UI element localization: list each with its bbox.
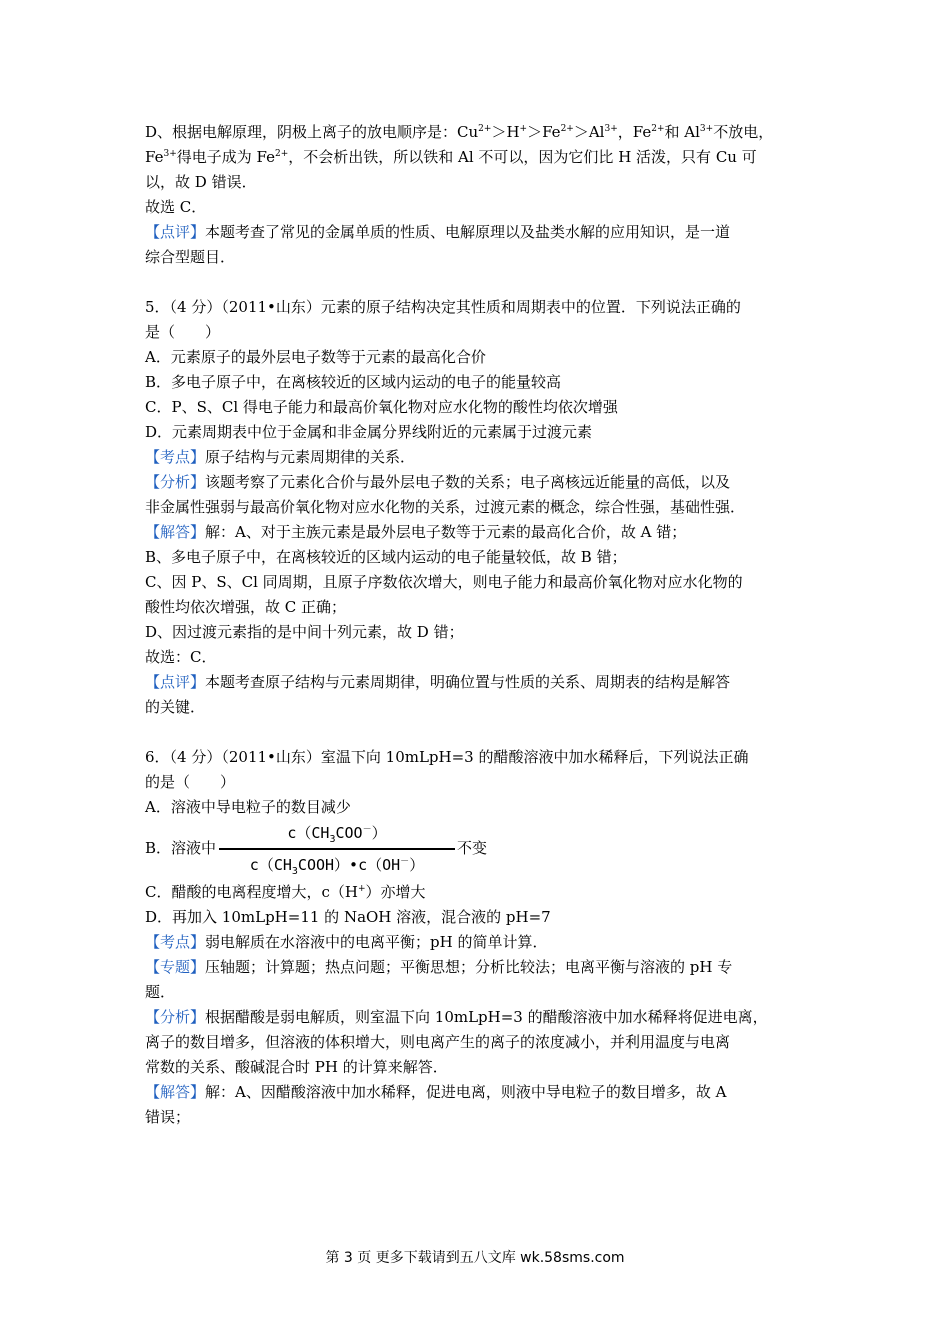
- text-line: [145, 880, 810, 905]
- text-line: [145, 1030, 810, 1055]
- section-tag: 【分析】: [145, 1008, 206, 1026]
- text-line: [145, 745, 810, 770]
- fraction-numerator: $c(CH_3COO^-)$: [287, 824, 387, 845]
- text-line: [145, 470, 810, 495]
- text-line: [145, 520, 810, 545]
- text-line: [145, 955, 810, 980]
- line-text: 综合型题目．: [145, 248, 236, 266]
- line-text: 根据醋酸是弱电解质，则室温下向 10mLpH=3 的醋酸溶液中加水稀释将促进电离，: [205, 1008, 768, 1026]
- text-line: [145, 1105, 810, 1130]
- line-text: 题．: [145, 983, 176, 1001]
- line-text: C．P、S、Cl 得电子能力和最高价氧化物对应水化物的酸性均依次增强: [145, 398, 618, 416]
- question-5: [145, 295, 810, 720]
- text-line: [145, 395, 810, 420]
- text-line: [145, 195, 810, 220]
- answer-block-q4: [145, 120, 810, 270]
- section-tag: 【点评】: [145, 223, 206, 241]
- line-text: A．溶液中导电粒子的数目减少: [145, 798, 351, 816]
- line-text: 压轴题；计算题；热点问题；平衡思想；分析比较法；电离平衡与溶液的 pH 专: [205, 958, 733, 976]
- text-line: [145, 370, 810, 395]
- text-line: [145, 1055, 810, 1080]
- line-text: 以，故 D 错误．: [145, 173, 257, 191]
- text-line: [145, 120, 810, 145]
- text-line: [145, 220, 810, 245]
- line-text: B、多电子原子中，在离核较近的区域内运动的电子能量较低，故 B 错；: [145, 548, 627, 566]
- line-text: 是（ ）: [145, 323, 221, 341]
- section-tag: 【考点】: [145, 933, 206, 951]
- text-line: [145, 320, 810, 345]
- line-text: 的关键．: [145, 698, 206, 716]
- text-line: [145, 795, 810, 820]
- text-line: [145, 670, 810, 695]
- line-text: 解：A、因醋酸溶液中加水稀释，促进电离，则液中导电粒子的数目增多，故 A: [205, 1083, 727, 1101]
- text-line: [145, 905, 810, 930]
- text-line: [145, 930, 810, 955]
- section-tag: 【解答】: [145, 523, 206, 541]
- text-line: [145, 645, 810, 670]
- text-line: [145, 620, 810, 645]
- text-line: [145, 495, 810, 520]
- line-text: C．醋酸的电离程度增大，c（H+）亦增大: [145, 883, 426, 901]
- line-text: 原子结构与元素周期律的关系．: [205, 448, 416, 466]
- option-b-tail: 不变: [457, 839, 488, 857]
- option-b-lead: B．溶液中: [145, 839, 217, 857]
- line-text: D．元素周期表中位于金属和非金属分界线附近的元素属于过渡元素: [145, 423, 593, 441]
- text-line: [145, 1005, 810, 1030]
- text-line: [145, 980, 810, 1005]
- text-line: [145, 445, 810, 470]
- line-text: 本题考查了常见的金属单质的性质、电解原理以及盐类水解的应用知识，是一道: [205, 223, 731, 241]
- text-line: [145, 545, 810, 570]
- line-text: 故选：C．: [145, 648, 217, 666]
- fraction: [219, 820, 455, 880]
- line-text: 离子的数目增多，但溶液的体积增大，则电离产生的离子的浓度减小，并利用温度与电离: [145, 1033, 731, 1051]
- line-text: 本题考查原子结构与元素周期律，明确位置与性质的关系、周期表的结构是解答: [205, 673, 731, 691]
- text-line: [145, 695, 810, 720]
- line-text: A．元素原子的最外层电子数等于元素的最高化合价: [145, 348, 486, 366]
- section-tag: 【考点】: [145, 448, 206, 466]
- option-b-fraction: [145, 820, 810, 880]
- text-line: [145, 420, 810, 445]
- question-6-stem: [145, 745, 810, 820]
- section-tag: 【专题】: [145, 958, 206, 976]
- line-text: 常数的关系、酸碱混合时 PH 的计算来解答．: [145, 1058, 448, 1076]
- spacer: [145, 270, 810, 295]
- text-line: [145, 295, 810, 320]
- line-text: D、因过渡元素指的是中间十列元素，故 D 错；: [145, 623, 464, 641]
- line-text: 5．（4 分）（2011•山东）元素的原子结构决定其性质和周期表中的位置．下列说法正确的: [145, 298, 741, 316]
- section-tag: 【点评】: [145, 673, 206, 691]
- text-line: [145, 145, 810, 170]
- line-text: 6．（4 分）（2011•山东）室温下向 10mLpH=3 的醋酸溶液中加水稀释后，下列说法正确: [145, 748, 749, 766]
- line-text: C、因 P、S、Cl 同周期，且原子序数依次增大，则电子能力和最高价氧化物对应水化物的: [145, 573, 743, 591]
- line-text: 的是（ ）: [145, 773, 236, 791]
- text-line: [145, 245, 810, 270]
- text-line: [145, 770, 810, 795]
- line-text: 非金属性强弱与最高价氧化物对应水化物的关系，过渡元素的概念，综合性强，基础性强．: [145, 498, 746, 516]
- line-text: $Fe^{3+}$得电子成为 $Fe^{2+}$，不会析出铁，所以铁和 Al 不可以，因为它们比 H 活泼，只有 Cu 可: [145, 148, 757, 166]
- line-text: 解：A、对于主族元素是最外层电子数等于元素的最高化合价，故 A 错；: [205, 523, 687, 541]
- line-text: D、根据电解原理，阴极上离子的放电顺序是：$Cu^{2+}>H^+>Fe^{2+}>Al^{3+}$，$Fe^{2+}$和 $Al^{3+}$不放电，: [145, 123, 774, 141]
- line-text: 故选 C．: [145, 198, 207, 216]
- section-tag: 【分析】: [145, 473, 206, 491]
- section-tag: 【解答】: [145, 1083, 206, 1101]
- text-line: [145, 170, 810, 195]
- line-text: B．多电子原子中，在离核较近的区域内运动的电子的能量较高: [145, 373, 562, 391]
- line-text: 弱电解质在水溶液中的电离平衡；pH 的简单计算．: [205, 933, 548, 951]
- line-text: 酸性均依次增强，故 C 正确；: [145, 598, 347, 616]
- page-content: [145, 120, 810, 1130]
- page-footer: 第 3 页 更多下载请到五八文库 wk.58sms.com: [325, 1250, 625, 1266]
- text-line: [145, 1080, 810, 1105]
- line-text: D．再加入 10mLpH=11 的 NaOH 溶液，混合液的 pH=7: [145, 908, 551, 926]
- question-6-rest: [145, 880, 810, 1130]
- fraction-denominator: $c(CH_3COOH)•c(OH^-)$: [249, 856, 425, 877]
- spacer: [145, 720, 810, 745]
- text-line: [145, 345, 810, 370]
- text-line: [145, 570, 810, 595]
- line-text: 错误；: [145, 1108, 191, 1126]
- line-text: 该题考察了元素化合价与最外层电子数的关系；电子离核远近能量的高低，以及: [205, 473, 731, 491]
- text-line: [145, 595, 810, 620]
- fraction-bar: [219, 848, 455, 850]
